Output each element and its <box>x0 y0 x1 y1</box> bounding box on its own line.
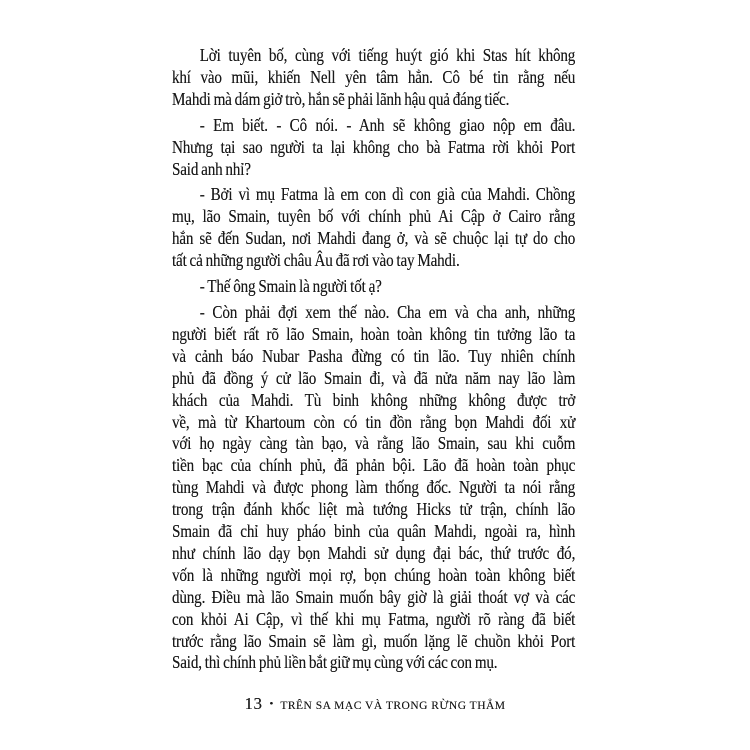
text-block <box>172 45 575 674</box>
text-line: phủ đã đồng ý cử lão Smain đi, và đã nửa năm nay lão làm <box>172 367 576 388</box>
text-line: về, mà từ Khartoum còn có tin đồn rằng bọn Mahdi đối xử <box>172 411 576 432</box>
text-line: tất cả những người châu Âu đã rơi vào tay Mahdi. <box>172 250 460 271</box>
text-line: tùng Mahdi và được phong làm thống đốc. Người ta nói rằng <box>172 477 576 498</box>
paragraph <box>172 45 575 111</box>
page-footer <box>0 694 750 714</box>
paragraph <box>172 276 575 298</box>
text-line: - Thế ông Smain là người tốt ạ? <box>199 276 382 297</box>
text-line: hắn sẽ đến Sudan, nơi Mahdi đang ở, và sẽ chuộc lại tự do cho <box>172 228 576 249</box>
text-line: trước rằng lão Smain sẽ làm gì, muốn lặng lẽ chuồn khỏi Port <box>172 630 576 651</box>
text-line: - Em biết. - Cô nói. - Anh sẽ không giao nộp em đâu. <box>199 114 576 135</box>
text-line: khách của Mahdi. Tù binh không những không được trở <box>172 389 576 410</box>
paragraph <box>172 115 575 181</box>
text-line: với họ ngày càng tàn bạo, và rằng lão Smain, sau khi cuỗm <box>172 433 576 454</box>
text-line: mụ, lão Smain, tuyên bố với chính phủ Ai Cập ở Cairo rằng <box>172 206 576 227</box>
text-line: trong trận đánh khốc liệt mà tướng Hicks tử trận, chính lão <box>172 499 576 520</box>
text-line: và cảnh báo Nubar Pasha đừng có tin lão. Tuy nhiên chính <box>172 345 576 366</box>
text-line: Nhưng tại sao người ta lại không cho bà Fatma rời khỏi Port <box>172 136 576 157</box>
text-line: Mahdi mà dám giở trò, hắn sẽ phải lãnh hậu quả đáng tiếc. <box>172 88 510 109</box>
text-line: như chính lão dạy bọn Mahdi sử dụng đại bác, thứ trước đó, <box>172 542 576 563</box>
text-line: Lời tuyên bố, cùng với tiếng huýt gió khi Stas hít không <box>199 45 576 65</box>
text-line: tiền bạc của chính phủ, đã phản bội. Lão đã hoàn toàn phục <box>172 455 576 476</box>
text-line: - Còn phải đợi xem thế nào. Cha em và cha anh, những <box>199 301 576 322</box>
text-line: Smain đã chỉ huy pháo binh của quân Mahdi, ngoài ra, hình <box>172 521 576 542</box>
footer-separator-dot: • <box>269 697 274 710</box>
paragraph <box>172 302 575 674</box>
book-title: TRÊN SA MẠC VÀ TRONG RỪNG THẲM <box>280 700 506 712</box>
text-line: khí vào mũi, khiến Nell yên tâm hẳn. Cô bé tin rằng nếu <box>172 66 576 87</box>
text-line: người biết rất rõ lão Smain, hoàn toàn không tin tưởng lão ta <box>172 323 576 344</box>
text-line: vốn là những người mọi rợ, bọn chúng hoàn toàn không biết <box>172 564 576 585</box>
text-line: - Bởi vì mụ Fatma là em con dì con già của Mahdi. Chồng <box>199 184 576 205</box>
text-line: dùng. Điều mà lão Smain muốn bây giờ là giải thoát vợ và các <box>172 586 576 607</box>
text-line: Said, thì chính phủ liền bắt giữ mụ cùng với các con mụ. <box>172 652 498 673</box>
page-number: 13 <box>244 694 263 713</box>
text-line: con khỏi Ai Cập, vì thế khi mụ Fatma, người rõ ràng đã biết <box>172 608 576 629</box>
paragraph <box>172 184 575 272</box>
text-line: Said anh nhỉ? <box>172 158 251 179</box>
